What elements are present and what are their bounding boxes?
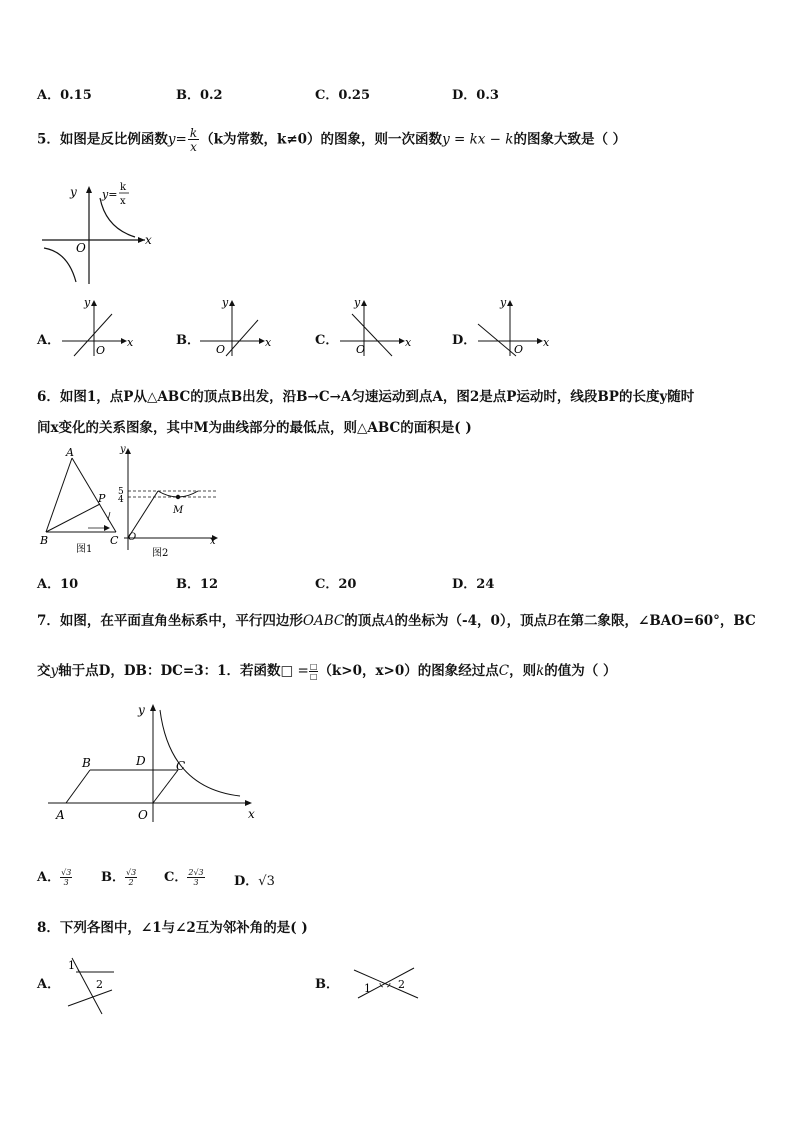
q7-l2-d: D，DB：DC=3：1．若函数 xyxy=(98,663,281,679)
q7-l2-h: k xyxy=(536,663,545,679)
q7-fig-x: x xyxy=(248,807,255,821)
q5-func-y: y xyxy=(167,131,176,148)
q7-l2-a: 交 xyxy=(37,663,51,679)
q7-fig-y: y xyxy=(138,703,145,717)
q7-opt-c-label: C． xyxy=(164,870,188,885)
q7-l2-i: 的值为（ ） xyxy=(544,663,617,679)
q7-l1-g: 在第二象限，∠BAO=60°，BC xyxy=(557,613,756,629)
q6-tri-a: A xyxy=(66,446,74,459)
q5-graph-label-num: k xyxy=(120,182,127,193)
q8-a-angle-1: 1 xyxy=(68,959,75,972)
q5-hyperbola-graph xyxy=(40,182,155,287)
q7-opt-c-num: 2√3 xyxy=(188,867,204,877)
q5-graph-axis-y: y xyxy=(70,185,77,199)
q7-opt-b-den: 2 xyxy=(128,877,134,887)
q7-l2-f: C xyxy=(498,663,510,679)
q6-option-a: A．10 xyxy=(37,577,79,592)
q7-opt-b-label: B． xyxy=(101,870,125,885)
q7-opt-a-den: 3 xyxy=(63,877,69,887)
q7-opt-a-frac xyxy=(60,869,72,887)
q8-option-b-label: B． xyxy=(315,977,339,992)
q7-l2-b: y xyxy=(50,663,59,679)
q7-fig-c: C xyxy=(176,759,186,773)
q7-opt-c-frac xyxy=(187,869,204,887)
q7-figure xyxy=(42,700,272,825)
q6-fig2-axis-y: y xyxy=(120,444,126,455)
q6-tri-c: C xyxy=(110,534,119,547)
q7-option-b xyxy=(101,866,137,887)
q7-l2-frac: □ □ xyxy=(309,661,318,681)
q8-a-angle-2: 2 xyxy=(96,978,103,991)
q6-option-c: C．20 xyxy=(315,577,357,592)
q7-fig-b: B xyxy=(82,756,91,770)
q7-l2-c: 轴于点 xyxy=(58,663,99,679)
q4-option-c: C．0.25 xyxy=(315,88,371,103)
q7-l1-d: A xyxy=(384,613,395,629)
q5-fraction-den: x xyxy=(190,140,197,154)
q6-option-d: D．24 xyxy=(452,577,495,592)
q5-option-c-graph xyxy=(338,296,418,356)
q6-tri-b: B xyxy=(40,534,49,547)
q5-text-before: 5．如图是反比例函数 xyxy=(37,131,168,148)
q6-fig2-tick-5: 5 xyxy=(118,487,124,497)
q5-option-d-graph xyxy=(476,296,556,356)
q5-option-d-label: D． xyxy=(452,333,477,348)
q7-l2-e: （k>0，x>0）的图象经过点 xyxy=(318,663,499,679)
q7-option-c xyxy=(164,866,205,887)
q5-option-c-label: C． xyxy=(315,333,339,348)
q4-option-d: D．0.3 xyxy=(452,88,499,103)
q6-fig2-axis-x: x xyxy=(210,536,216,547)
q7-fig-o: O xyxy=(138,808,148,822)
q7-l1-a: 7．如图，在平面直角坐标系中，平行四边形 xyxy=(37,613,303,629)
q5-graph-label-den: x xyxy=(120,196,126,207)
q7-fig-d: D xyxy=(136,754,146,768)
q7-option-d xyxy=(234,870,275,889)
q5-d-origin: O xyxy=(514,343,524,356)
q5-option-a-label: A． xyxy=(37,333,61,348)
q8-b-angle-1: 1 xyxy=(364,982,371,995)
q6-fig1-caption: 图1 xyxy=(76,544,93,555)
q5-c-origin: O xyxy=(356,343,366,356)
q7-fig-a: A xyxy=(56,808,65,822)
q6-fig2-tick-4: 4 xyxy=(118,495,124,505)
q5-a-axis-x: x xyxy=(127,336,134,349)
q6-line2: 间x变化的关系图象，其中M为曲线部分的最低点，则△ABC的面积是( ) xyxy=(37,420,472,436)
q8-b-angle-2: 2 xyxy=(398,978,405,991)
q7-l1-c: 的顶点 xyxy=(344,613,385,629)
q5-fraction-num: k xyxy=(189,126,198,140)
q5-graph-origin: O xyxy=(76,241,86,255)
q5-c-axis-y: y xyxy=(354,296,361,309)
q8-option-a-label: A． xyxy=(37,977,61,992)
q7-line2 xyxy=(37,659,616,681)
q7-opt-d-label: D． xyxy=(234,874,259,889)
q7-l1-e: 的坐标为（-4，0），顶点 xyxy=(394,613,548,629)
q7-l1-f: B xyxy=(547,613,558,629)
q5-text-after: 的图象大致是（ ） xyxy=(513,131,627,148)
q7-opt-c-den: 3 xyxy=(193,877,199,887)
q7-opt-a-num: √3 xyxy=(61,867,72,877)
q7-opt-b-num: √3 xyxy=(126,867,137,877)
q5-fraction xyxy=(188,127,199,153)
q7-l2-box: □ = xyxy=(280,663,309,679)
q8-option-a-figure xyxy=(62,952,122,1017)
q7-line1 xyxy=(37,609,756,629)
q5-graph-axis-x: x xyxy=(145,233,152,247)
q7-l1-b: OABC xyxy=(302,613,345,629)
q5-a-axis-y: y xyxy=(84,296,91,309)
q5-b-origin: O xyxy=(216,343,226,356)
q5-b-axis-x: x xyxy=(265,336,272,349)
q7-opt-d-val: √3 xyxy=(258,874,275,889)
q5-text-mid: （k为常数，k≠0）的图象，则一次函数 xyxy=(200,131,443,148)
q6-figure2-graph xyxy=(118,440,223,560)
q6-tri-p: P xyxy=(98,492,106,505)
q5-option-b-graph xyxy=(198,296,278,356)
q4-option-a: A．0.15 xyxy=(37,88,92,103)
q6-option-b: B．12 xyxy=(176,577,219,592)
q5-option-a-graph xyxy=(60,296,140,356)
q5-d-axis-y: y xyxy=(500,296,507,309)
q5-c-axis-x: x xyxy=(405,336,412,349)
q5-question xyxy=(37,127,626,153)
q6-fig2-caption: 图2 xyxy=(152,548,169,559)
q8-question: 8．下列各图中，∠1与∠2互为邻补角的是( ) xyxy=(37,920,308,936)
q5-b-axis-y: y xyxy=(222,296,229,309)
q7-opt-b-frac xyxy=(125,869,137,887)
q5-a-origin: O xyxy=(96,344,106,357)
q7-option-a xyxy=(37,866,72,887)
q6-fig2-origin: O xyxy=(128,532,137,543)
q7-l2-g: ，则 xyxy=(509,663,537,679)
q4-option-b: B．0.2 xyxy=(176,88,223,103)
q5-graph-label-y: y= xyxy=(102,188,118,201)
q5-d-axis-x: x xyxy=(543,336,550,349)
q5-linear: y = kx − k xyxy=(442,131,514,148)
q5-func-eq: = xyxy=(175,131,187,148)
q6-line1: 6．如图1，点P从△ABC的顶点B出发，沿B→C→A匀速运动到点A，图2是点P运动时，线段BP的长度y随时 xyxy=(37,389,695,405)
q8-option-b-figure xyxy=(350,962,422,1002)
q6-figure1-triangle xyxy=(38,446,128,561)
q7-opt-a-label: A． xyxy=(37,870,61,885)
q6-fig2-point-m: M xyxy=(173,505,184,516)
q5-option-b-label: B． xyxy=(176,333,200,348)
